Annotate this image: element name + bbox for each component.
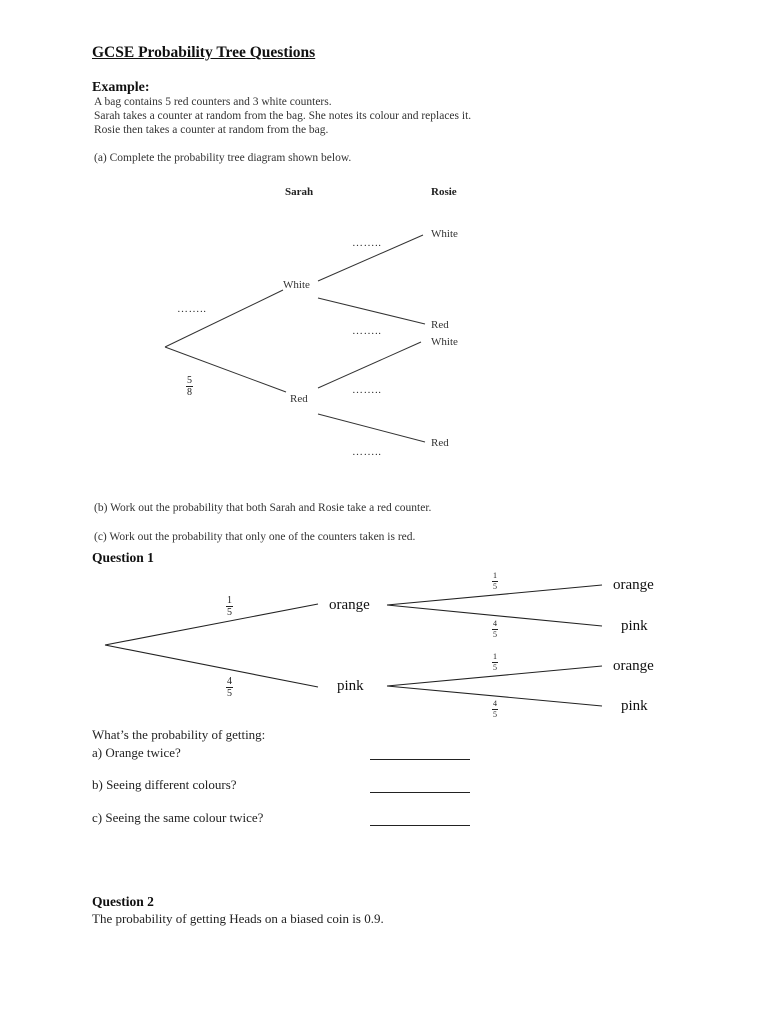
fraction-denominator: 5 bbox=[493, 710, 497, 719]
q1-node-orange: orange bbox=[329, 597, 370, 613]
blank-prob-red-red: …….. bbox=[352, 446, 382, 458]
branch-red-white bbox=[318, 342, 421, 388]
example-tree-branches bbox=[165, 235, 425, 442]
q1-outcome-pink-pink: pink bbox=[621, 698, 648, 714]
fraction-denominator: 5 bbox=[493, 663, 497, 672]
q1-prob-pink-orange bbox=[492, 653, 498, 672]
fraction-denominator: 5 bbox=[227, 607, 232, 618]
fraction-denominator: 5 bbox=[493, 630, 497, 639]
outcome-red-white: White bbox=[431, 336, 458, 348]
example-part-b: (b) Work out the probability that both Sarah and Rosie take a red counter. bbox=[94, 502, 432, 514]
fraction-denominator: 5 bbox=[493, 582, 497, 591]
q1-answer-b-line[interactable] bbox=[370, 792, 470, 793]
q1-node-pink: pink bbox=[337, 678, 364, 694]
fraction-denominator: 8 bbox=[187, 387, 192, 398]
node-white: White bbox=[283, 279, 310, 291]
q1-prompt: What’s the probability of getting: bbox=[92, 727, 266, 742]
outcome-white-red: Red bbox=[431, 319, 449, 331]
example-line-2: Sarah takes a counter at random from the bag. She notes its colour and replaces it. bbox=[94, 110, 472, 122]
blank-prob-white: …….. bbox=[177, 303, 207, 315]
q1-outcome-orange-orange: orange bbox=[613, 577, 654, 593]
question-2-heading: Question 2 bbox=[92, 894, 154, 909]
q1-item-c: c) Seeing the same colour twice? bbox=[92, 810, 264, 825]
tree-heading-rosie: Rosie bbox=[431, 186, 457, 198]
branch-white-red bbox=[318, 298, 425, 324]
branch-red-red bbox=[318, 414, 425, 442]
q1-prob-pink bbox=[226, 677, 233, 699]
q2-text: The probability of getting Heads on a biased coin is 0.9. bbox=[92, 911, 384, 926]
q1-outcome-orange-pink: pink bbox=[621, 618, 648, 634]
tree-heading-sarah: Sarah bbox=[285, 186, 314, 198]
example-part-a: (a) Complete the probability tree diagram shown below. bbox=[94, 152, 352, 164]
q1-outcome-pink-orange: orange bbox=[613, 658, 654, 674]
node-red: Red bbox=[290, 393, 308, 405]
example-line-3: Rosie then takes a counter at random from the bag. bbox=[94, 124, 329, 136]
fraction-numerator: 1 bbox=[493, 652, 497, 661]
q1-prob-orange bbox=[226, 596, 233, 618]
example-line-1: A bag contains 5 red counters and 3 white counters. bbox=[94, 96, 332, 108]
blank-prob-white-white: …….. bbox=[352, 237, 382, 249]
outcome-red-red: Red bbox=[431, 437, 449, 449]
branch-root-white bbox=[165, 290, 283, 347]
branch-root-red bbox=[165, 347, 286, 392]
fraction-numerator: 4 bbox=[493, 699, 497, 708]
q1-prob-orange-orange bbox=[492, 572, 498, 591]
fraction-numerator: 1 bbox=[493, 571, 497, 580]
fraction-denominator: 5 bbox=[227, 688, 232, 699]
blank-prob-white-red: …….. bbox=[352, 325, 382, 337]
blank-prob-red-white: …….. bbox=[352, 384, 382, 396]
q1-answer-a-line[interactable] bbox=[370, 759, 470, 760]
page-title: GCSE Probability Tree Questions bbox=[92, 44, 316, 61]
example-heading: Example: bbox=[92, 80, 150, 95]
fraction-numerator: 4 bbox=[493, 619, 497, 628]
prob-red-fraction bbox=[186, 376, 193, 398]
q1-item-b: b) Seeing different colours? bbox=[92, 777, 237, 792]
fraction-numerator: 1 bbox=[227, 595, 232, 606]
outcome-white-white: White bbox=[431, 228, 458, 240]
q1-item-a: a) Orange twice? bbox=[92, 745, 181, 760]
branch-root-pink bbox=[105, 645, 318, 687]
q1-prob-orange-pink bbox=[492, 620, 498, 639]
branch-root-orange bbox=[105, 604, 318, 645]
fraction-numerator: 4 bbox=[227, 676, 232, 687]
q1-answer-c-line[interactable] bbox=[370, 825, 470, 826]
example-part-c: (c) Work out the probability that only one of the counters taken is red. bbox=[94, 531, 416, 543]
fraction-numerator: 5 bbox=[187, 375, 192, 386]
q1-prob-pink-pink bbox=[492, 700, 498, 719]
question-1-heading: Question 1 bbox=[92, 550, 154, 565]
